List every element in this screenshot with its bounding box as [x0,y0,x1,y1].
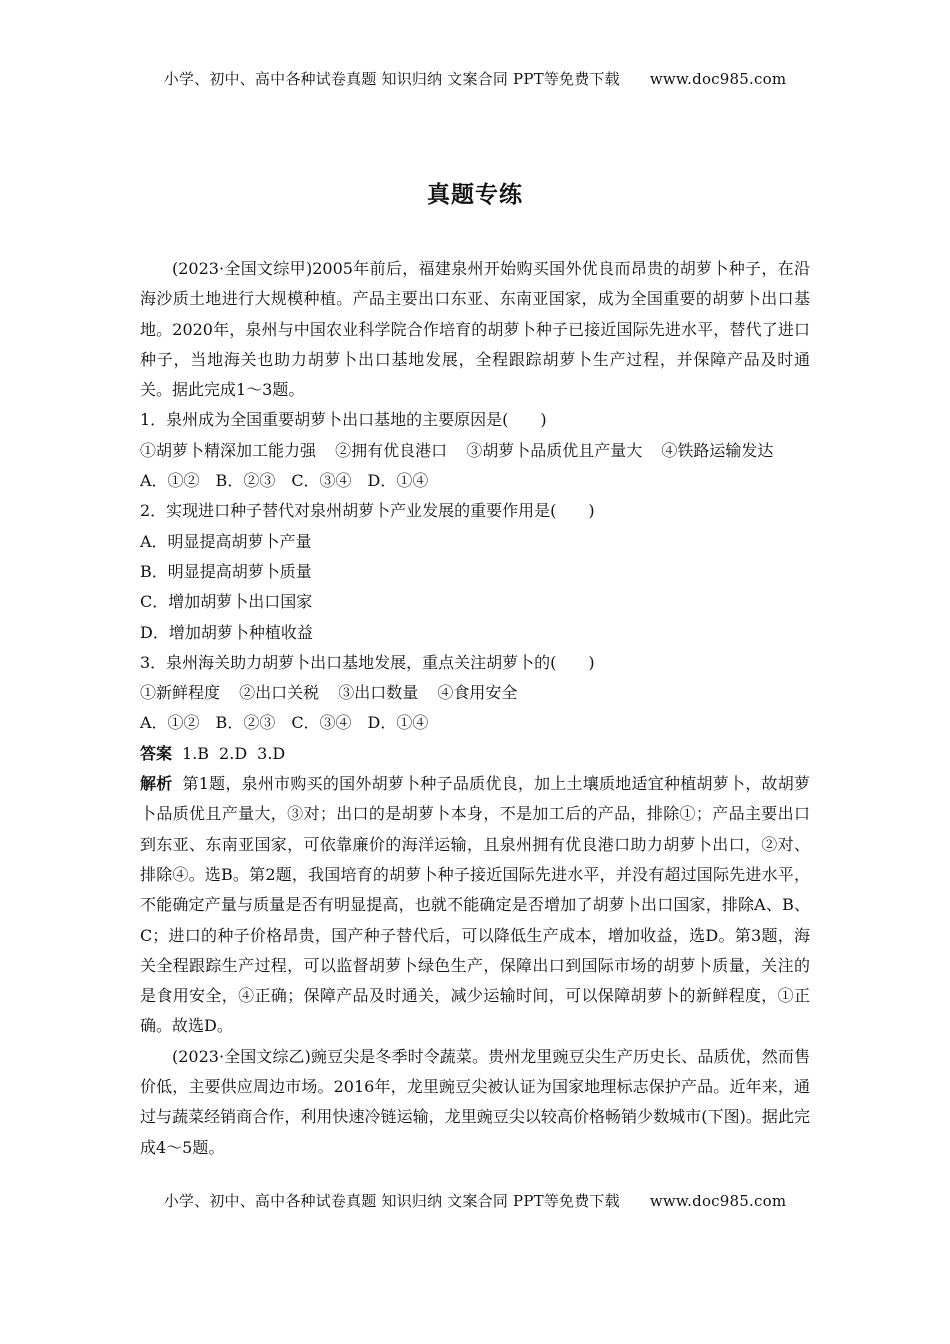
q2-choice-c: C．增加胡萝卜出口国家 [140,592,313,612]
question-2-stem: 2．实现进口种子替代对泉州胡萝卜产业发展的重要作用是( ) [140,501,595,521]
page-footer [0,1190,950,1211]
analysis-label: 解析 [140,774,173,794]
analysis-paragraph [140,769,810,1042]
footer-text: 小学、初中、高中各种试卷真题 知识归纳 文案合同 PPT等免费下载 [163,1192,620,1210]
q2-choice-b: B．明显提高胡萝卜质量 [140,561,312,581]
answer-value: 2.D [219,743,248,763]
page-title: 真题专练 [427,182,523,208]
q1-item: ①胡萝卜精深加工能力强 [140,440,317,460]
question-1-items [140,436,810,466]
question-3-items [140,678,810,708]
q3-item: ②出口关税 [239,683,320,703]
question-1-choices: A．①② B．②③ C．③④ D．①④ [140,471,429,491]
q3-item: ①新鲜程度 [140,683,221,703]
page-header [0,68,950,89]
q3-item: ④食用安全 [437,683,518,703]
q1-item: ③胡萝卜品质优且产量大 [466,440,643,460]
header-text: 小学、初中、高中各种试卷真题 知识归纳 文案合同 PPT等免费下载 [163,70,620,88]
answer-label: 答案 [140,743,173,763]
intro-paragraph-1: (2023·全国文综甲)2005年前后，福建泉州开始购买国外优良而昂贵的胡萝卜种子，在沿海沙质土地进行大规模种植。产品主要出口东亚、东南亚国家，成为全国重要的胡萝卜出口基地。2020年，泉州与中国农业科学院合作培育的胡萝卜种子已接近国际先进水平，替代了进口种子，当地海关也助力胡萝卜出口基地发展，全程跟踪胡萝卜生产过程，并保障产品及时通关。据此完成1～3题。 [140,259,810,400]
q1-item: ④铁路运输发达 [661,440,774,460]
question-1-stem: 1．泉州成为全国重要胡萝卜出口基地的主要原因是( ) [140,410,547,430]
q2-choice-a: A．明显提高胡萝卜产量 [140,531,312,551]
answer-value: 3.D [257,743,286,763]
document-body [140,254,810,1163]
q2-choice-d: D．增加胡萝卜种植收益 [140,622,313,642]
q3-item: ③出口数量 [338,683,419,703]
header-site-link[interactable]: www.doc985.com [649,70,787,88]
question-3-stem: 3．泉州海关助力胡萝卜出口基地发展，重点关注胡萝卜的( ) [140,652,595,672]
analysis-text: 第1题，泉州市购买的国外胡萝卜种子品质优良，加上土壤质地适宜种植胡萝卜，故胡萝卜品质优且产量大，③对；出口的是胡萝卜本身，不是加工后的产品，排除①；产品主要出口到东亚、东南亚国家，可依靠廉价的海洋运输，且泉州拥有优良港口助力胡萝卜出口，②对、排除④。选B。第2题，我国培育的胡萝卜种子接近国际先进水平，并没有超过国际先进水平，不能确定产量与质量是否有明显提高，也就不能确定是否增加了胡萝卜出口国家，排除A、B、C；进口的种子价格昂贵，国产种子替代后，可以降低生产成本，增加收益，选D。第3题，海关全程跟踪生产过程，可以监督胡萝卜绿色生产，保障出口到国际市场的胡萝卜质量，关注的是食用安全，④正确；保障产品及时通关，减少运输时间，可以保障胡萝卜的新鲜程度，①正确。故选D。 [140,774,810,1036]
intro-paragraph-2: (2023·全国文综乙)豌豆尖是冬季时令蔬菜。贵州龙里豌豆尖生产历史长、品质优，然而售价低，主要供应周边市场。2016年，龙里豌豆尖被认证为国家地理标志保护产品。近年来，通过与蔬菜经销商合作，利用快速冷链运输，龙里豌豆尖以较高价格畅销少数城市(下图)。据此完成4～5题。 [140,1046,810,1157]
q1-item: ②拥有优良港口 [335,440,448,460]
answer-value: 1.B [182,743,210,763]
footer-site-link[interactable]: www.doc985.com [649,1192,787,1210]
question-3-choices: A．①② B．②③ C．③④ D．①④ [140,713,429,733]
answer-line [140,739,810,769]
